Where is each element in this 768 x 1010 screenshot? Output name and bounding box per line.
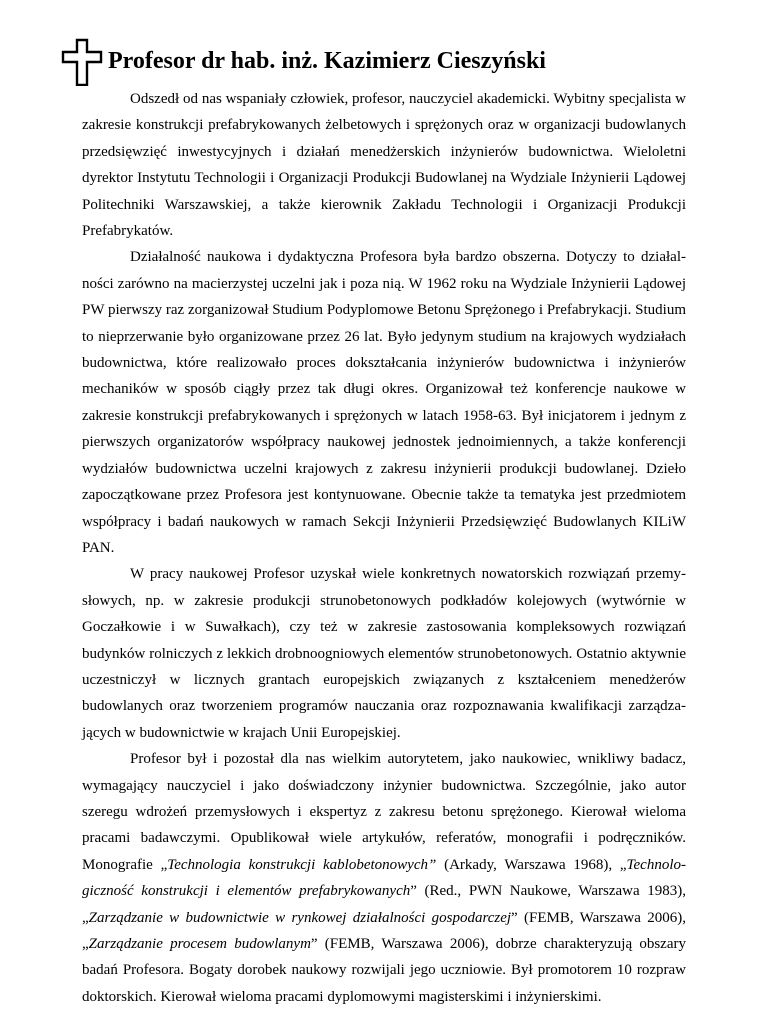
book-title: Technologia konstrukcji kablobetonowych”	[167, 856, 437, 873]
text-run: ” (FEMB, Warszawa 2006), dobrze charakteryzują obszary badań Profesora. Bogaty dorobek naukowy rozwijali jego uczniowie. Był promotorem 10 rozpraw doktorskich. Kierował wieloma pracami dyplomowymi magisterskimi i inżynierskimi.	[82, 936, 686, 1005]
text-run: ” (FEMB, Warszawa 2006), „	[82, 909, 686, 952]
text-run: ” (Red., PWN Naukowe, Warszawa 1983), „	[82, 883, 686, 926]
book-title: Zarządzanie procesem budowlanym	[88, 936, 311, 952]
text-run: (Arkady, Warszawa 1968), „	[436, 856, 627, 873]
paragraph-authority	[82, 746, 686, 1010]
book-title: Zarządzanie w budownictwie w rynkowej działalności gospodarczej	[88, 909, 512, 926]
page-title: Profesor dr hab. inż. Kazimierz Cieszyński	[108, 48, 546, 74]
paragraph-intro: Odszedł od nas wspaniały człowiek, profesor, nauczyciel akademicki. Wybitny specjalista w zakresie konstrukcji prefabrykowanych żelbetowych i sprężonych oraz w organizacji budowlanych przedsięwzięć inwestycyjnych i działań menedżerskich inżynierów budownictwa. Wieloletni dyrektor Instytutu Technologii i Organizacji Produkcji Budowlanej na Wydziale Inżynierii Lądowej Politechniki Warszawskiej, a także kierownik Zakładu Technologii i Organizacji Produkcji Prefabrykatów.	[82, 91, 686, 240]
paragraph-activity: Działalność naukowa i dydaktyczna Profesora była bardzo obszerna. Dotyczy to działalności zarówno na macierzystej uczelni jak i poza nią. W 1962 roku na Wydziale Inżynierii Lądowej PW pierwszy raz zorganizował Studium Podyplomowe Betonu Sprężonego i Prefabrykacji. Studium to nieprzerwanie było organizowane przez 26 lat. Było jedynym studium na krajowych wydziałach budownictwa, które realizowało proces dokształcania inżynierów budownictwa i inżynierów mechaników w sposób ciągły przez tak długi okres. Organizował też konferencje naukowe w zakresie konstrukcji prefabrykowanych i sprężonych w latach 1958-63. Był inicjatorem i jednym z pierwszych organizatorów współpracy naukowej jednostek jednoimiennych, a także konferencji wydziałów budownictwa uczelni krajowych z zakresu inżynierii produkcji budowlanej. Dzieło zapoczątkowane przez Profesora jest kontynuowane. Obecnie także ta tematyka jest przedmiotem współpracy i badań naukowych w ramach Sekcji Inżynierii Przedsięwzięć Budowlanych KILiW PAN.	[82, 249, 686, 556]
book-title: Technologiczność konstrukcji i elementów prefabrykowanych	[82, 856, 686, 900]
obituary-body	[82, 86, 686, 1010]
cross-icon	[60, 38, 104, 86]
paragraph-research: W pracy naukowej Profesor uzyskał wiele konkretnych nowatorskich rozwiązań przemysłowych, np. w zakresie produkcji strunobetonowych podkładów kolejowych (wytwórnie w Goczałkowie i w Suwałkach), czy też w zakresie zastosowania kompleksowych rozwiązań budynków rolniczych z lekkich drobnoogniowych elementów strunobetonowych. Ostatnio aktywnie uczestniczył w licznych grantach europejskich związanych z kształceniem menedżerów budowlanych oraz tworzeniem programów nauczania oraz rozpoznawania kwalifikacji zarządzających w budownictwie w krajach Unii Europejskiej.	[82, 566, 686, 741]
text-run: Profesor był i pozostał dla nas wielkim autorytetem, jako naukowiec, wnikliwy badacz, wymagający nauczyciel i jako doświadczony inżynier budownictwa. Szczególnie, jako autor szeregu wdrożeń przemysłowych i ekspertyz z zakresu betonu sprężonego. Kierował wieloma pracami badawczymi. Opublikował wiele artykułów, referatów, monografii i podręczników. Monografie „	[82, 751, 686, 873]
